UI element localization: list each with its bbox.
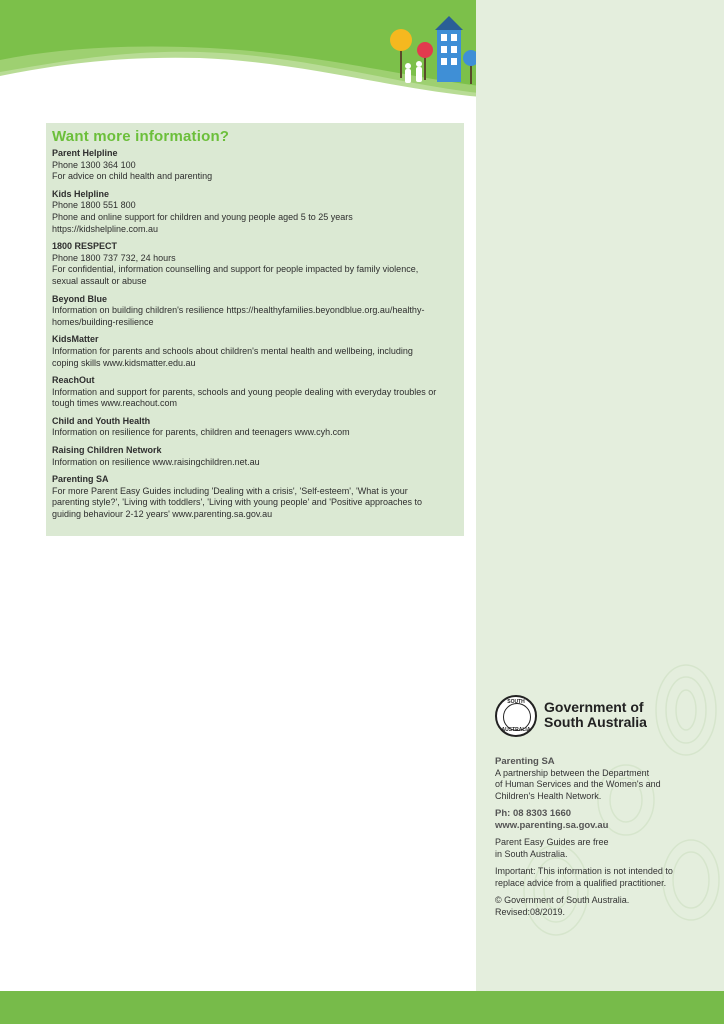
info-entry bbox=[52, 445, 458, 468]
important-note-line: Important: This information is not intended to bbox=[495, 866, 673, 876]
info-entry bbox=[52, 148, 458, 183]
government-logo bbox=[495, 695, 695, 739]
info-entry-name: ReachOut bbox=[52, 375, 95, 386]
crest-text-bottom: AUSTRALIA bbox=[501, 727, 531, 733]
info-entry-line: sexual assault or abuse bbox=[52, 275, 147, 286]
info-entry bbox=[52, 241, 458, 287]
info-entry-name: Beyond Blue bbox=[52, 293, 108, 304]
info-entry-line: Phone 1800 737 732, 24 hours bbox=[52, 252, 176, 263]
phone-number: Ph: 08 8303 1660 bbox=[495, 808, 572, 819]
org-desc-line: of Human Services and the Women's and bbox=[495, 779, 661, 789]
info-entry-line: Information and support for parents, schools and young people dealing with everyday troubles or bbox=[52, 386, 437, 397]
info-entry-line: Phone 1800 551 800 bbox=[52, 200, 136, 211]
free-note-line: in South Australia. bbox=[495, 848, 568, 859]
government-name bbox=[544, 700, 647, 730]
crest-text-top: SOUTH bbox=[507, 699, 525, 705]
info-entry-name: Parenting SA bbox=[52, 474, 109, 485]
info-entry bbox=[52, 294, 458, 329]
info-entry bbox=[52, 474, 458, 520]
copyright-line: © Government of South Australia. bbox=[495, 895, 630, 905]
info-entry-line: For confidential, information counselling and support for people impacted by family violence, bbox=[52, 264, 419, 275]
house-icon bbox=[435, 16, 463, 82]
info-entry-line: Information on resilience for parents, children and teenagers www.cyh.com bbox=[52, 427, 350, 438]
government-name-line2: South Australia bbox=[544, 714, 647, 730]
info-entry-line: For more Parent Easy Guides including 'Dealing with a crisis', 'Self-esteem', 'What is your bbox=[52, 485, 408, 496]
info-entry-name: Kids Helpline bbox=[52, 188, 110, 199]
info-entry-name: Raising Children Network bbox=[52, 445, 162, 456]
info-box bbox=[46, 123, 464, 536]
info-entry-line: Information on building children's resilience https://healthyfamilies.beyondblue.org.au/healthy- bbox=[52, 305, 425, 316]
revised-date: Revised:08/2019. bbox=[495, 906, 566, 917]
info-entry-line: parenting style?', 'Living with toddlers', 'Living with young people' and 'Positive approaches to bbox=[52, 497, 423, 508]
org-name: Parenting SA bbox=[495, 756, 555, 767]
info-entry-line: Information on resilience www.raisingchildren.net.au bbox=[52, 456, 260, 467]
info-entry-line: Information for parents and schools about children's mental health and wellbeing, including bbox=[52, 345, 413, 356]
info-entry-line: Phone 1300 364 100 bbox=[52, 159, 136, 170]
info-entry-name: 1800 RESPECT bbox=[52, 241, 118, 252]
info-entry-line: homes/building-resilience bbox=[52, 316, 154, 327]
info-entry-line: For advice on child health and parenting bbox=[52, 171, 213, 182]
info-entry-line: Phone and online support for children and young people aged 5 to 25 years bbox=[52, 211, 353, 222]
info-title: Want more information? bbox=[52, 128, 230, 145]
info-entry-name: Child and Youth Health bbox=[52, 415, 151, 426]
info-entry-name: KidsMatter bbox=[52, 334, 99, 345]
government-name-line1: Government of bbox=[544, 699, 644, 715]
info-entry-line: coping skills www.kidsmatter.edu.au bbox=[52, 357, 196, 368]
info-entry-line: tough times www.reachout.com bbox=[52, 398, 178, 409]
info-entry bbox=[52, 334, 458, 369]
info-entry-line: https://kidshelpline.com.au bbox=[52, 223, 159, 234]
footer-bar bbox=[0, 991, 724, 1024]
info-entry-line: guiding behaviour 2-12 years' www.parenting.sa.gov.au bbox=[52, 509, 273, 520]
org-desc-line: A partnership between the Department bbox=[495, 767, 650, 778]
info-entry bbox=[52, 189, 458, 235]
info-entries bbox=[52, 148, 458, 521]
info-entry bbox=[52, 375, 458, 410]
org-desc-line: Children's Health Network. bbox=[495, 790, 602, 801]
crest-icon bbox=[495, 695, 537, 737]
info-entry bbox=[52, 416, 458, 439]
sidebar-contact bbox=[495, 756, 705, 924]
important-note-line: replace advice from a qualified practitioner. bbox=[495, 877, 667, 888]
info-entry-name: Parent Helpline bbox=[52, 148, 118, 158]
free-note-line: Parent Easy Guides are free bbox=[495, 837, 609, 847]
website-link[interactable]: www.parenting.sa.gov.au bbox=[495, 819, 609, 831]
